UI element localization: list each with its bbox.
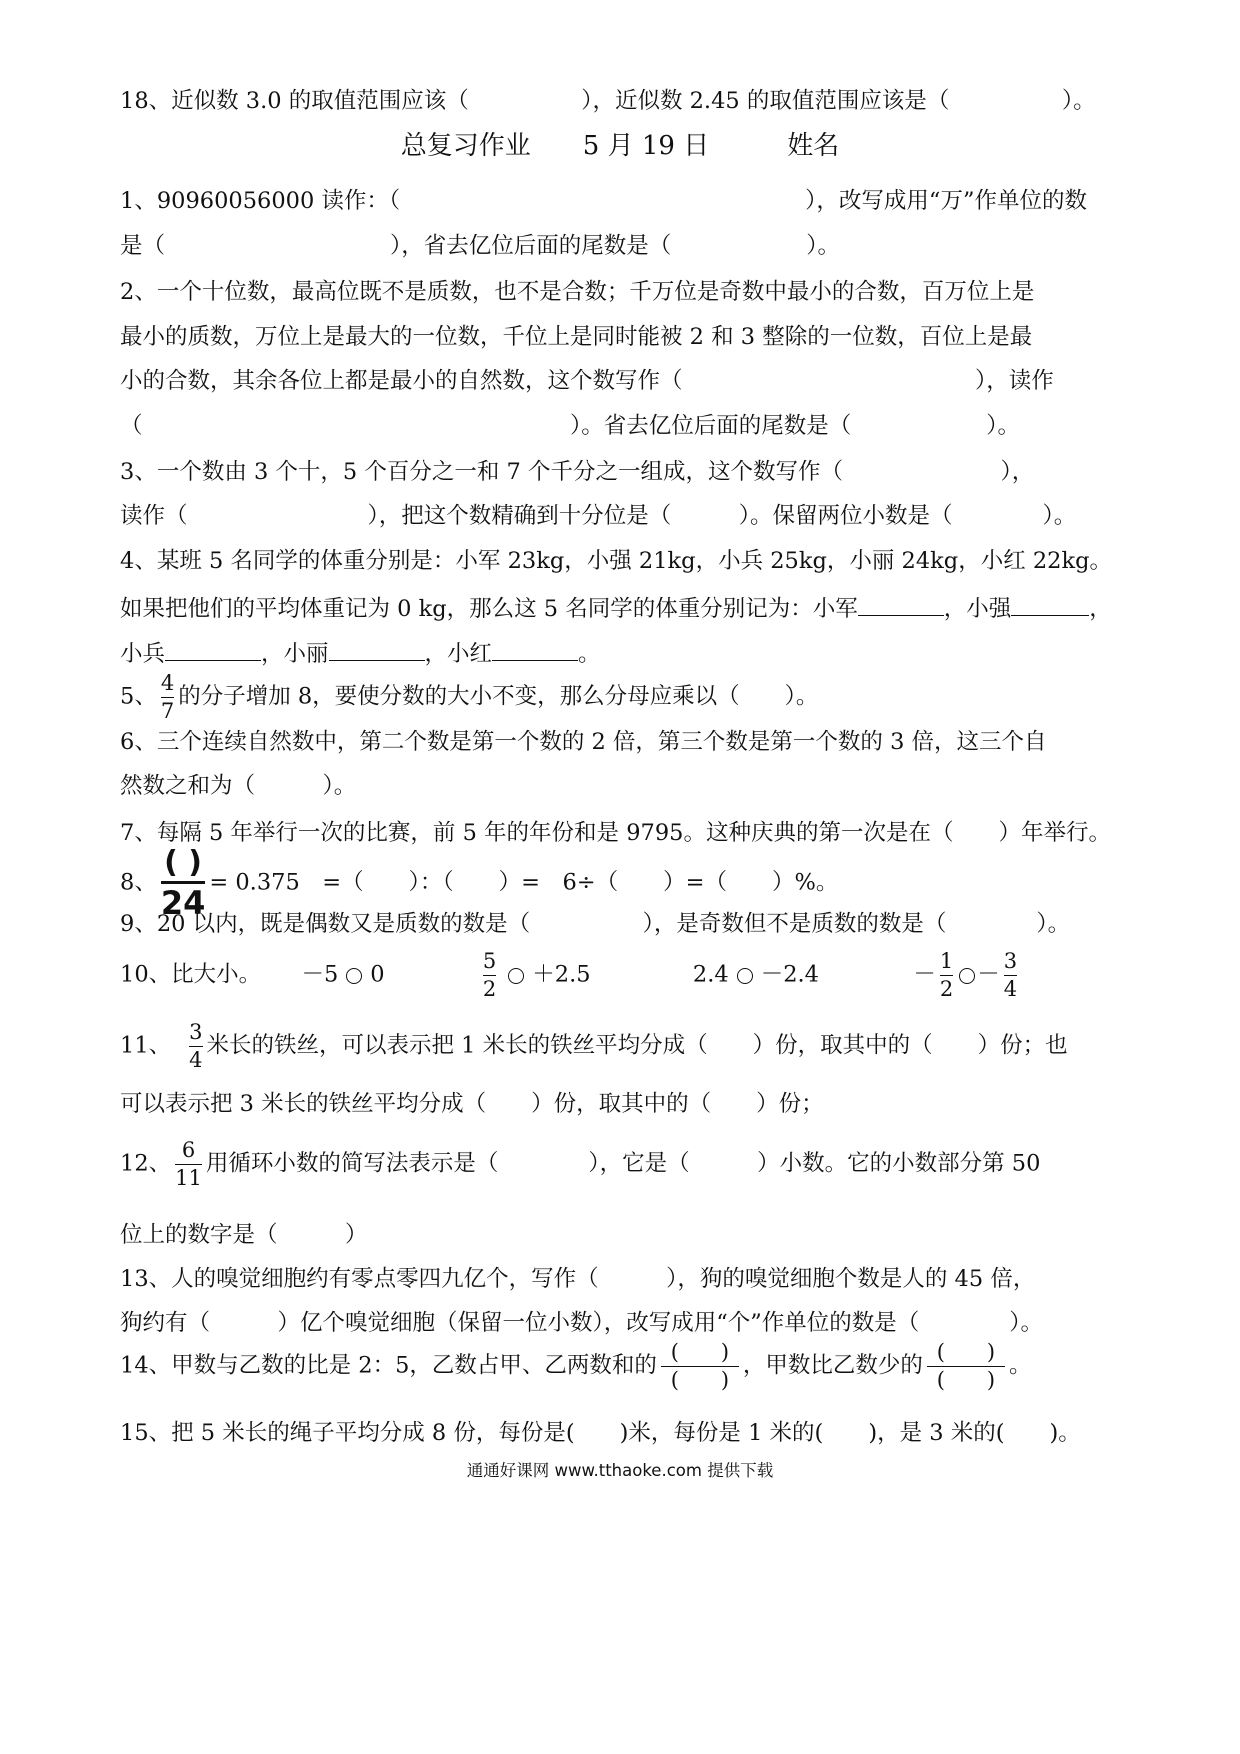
question-4-line-1: 4、某班 5 名同学的体重分别是：小军 23kg，小强 21kg，小兵 25kg，小丽 24kg，小红 22kg。 — [120, 548, 1113, 574]
numerator: 3 — [1003, 949, 1018, 973]
denominator: 2 — [939, 977, 954, 1002]
label-xiaohong: ，小红 — [424, 641, 493, 667]
question-5-number: 5、 — [120, 683, 157, 710]
question-8-text: = 0.375 =（ ）：（ ）= 6÷（ ）=（ ）%。 — [209, 869, 839, 896]
fraction-4-7 — [161, 672, 174, 723]
compare-3-right: －2.4 — [760, 961, 819, 988]
question-8-number: 8、 — [120, 869, 157, 896]
fraction-blank-2[interactable] — [927, 1341, 1005, 1392]
question-6-line-2: 然数之和为（ ）。 — [120, 773, 357, 799]
answer-blank-xiaoqiang[interactable] — [1011, 595, 1089, 616]
numerator-blank[interactable]: ( ) — [164, 845, 203, 880]
compare-2-right: ＋2.5 — [532, 961, 591, 988]
question-2-line-2: 最小的质数，万位上是最大的一位数，千位上是同时能被 2 和 3 整除的一位数，百位上是最 — [120, 324, 1033, 350]
numerator: 5 — [482, 949, 497, 973]
question-11-line-2: 可以表示把 3 米长的铁丝平均分成（ ）份，取其中的（ ）份； — [120, 1091, 824, 1117]
numerator: 4 — [160, 671, 175, 695]
question-13-line-1: 13、人的嗅觉细胞约有零点零四九亿个，写作（ ），狗的嗅觉细胞个数是人的 45 倍， — [120, 1266, 1036, 1292]
question-14-text-2: ，甲数比乙数少的 — [742, 1352, 923, 1379]
question-9: 9、20 以内，既是偶数又是质数的数是（ ），是奇数但不是质数的数是（ ）。 — [120, 911, 1071, 937]
numerator: 1 — [939, 949, 954, 973]
compare-circle-1[interactable] — [346, 968, 362, 984]
compare-4-sign-2: － — [977, 961, 1000, 988]
denominator: 4 — [189, 1048, 203, 1073]
label-xiaobing: 小兵 — [120, 641, 166, 667]
question-12-line-2: 位上的数字是（ ） — [120, 1222, 368, 1248]
fraction-5-2 — [483, 950, 496, 1001]
question-14-period: 。 — [1008, 1352, 1032, 1379]
label-xiaoli: ，小丽 — [261, 641, 329, 667]
question-5 — [120, 672, 818, 723]
question-13-line-2: 狗约有（ ）亿个嗅觉细胞（保留一位小数），改写成用“个”作单位的数是（ ）。 — [120, 1310, 1044, 1336]
fraction-blank-1[interactable] — [661, 1341, 739, 1392]
question-1-line-1: 1、90960056000 读作：（ ），改写成用“万”作单位的数 — [120, 188, 1087, 214]
question-2-line-4: （ ）。省去亿位后面的尾数是（ ）。 — [120, 413, 1021, 439]
question-5-text: 的分子增加 8，要使分数的大小不变，那么分母应乘以（ ）。 — [178, 683, 819, 710]
question-12-number: 12、 — [120, 1150, 172, 1177]
fraction-3-4 — [189, 1021, 202, 1072]
answer-blank-xiaohong[interactable] — [492, 640, 578, 661]
compare-1-right: 0 — [370, 961, 385, 988]
question-11-text: 米长的铁丝，可以表示把 1 米长的铁丝平均分成（ ）份，取其中的（ ）份；也 — [206, 1032, 1068, 1059]
numerator: 6 — [181, 1138, 196, 1162]
question-6-line-1: 6、三个连续自然数中，第二个数是第一个数的 2 倍，第三个数是第一个数的 3 倍，这三个自 — [120, 729, 1047, 755]
answer-blank-xiaobing[interactable] — [165, 640, 261, 661]
denominator-blank[interactable]: ( ) — [936, 1368, 996, 1393]
compare-4-sign: － — [913, 961, 936, 988]
numerator: 3 — [189, 1020, 203, 1044]
question-8 — [120, 846, 838, 921]
compare-circle-4[interactable] — [959, 968, 975, 984]
compare-circle-3[interactable] — [737, 968, 753, 984]
fraction-3-4 — [1004, 950, 1017, 1001]
question-12-text: 用循环小数的简写法表示是（ ），它是（ ）小数。它的小数部分第 50 — [205, 1150, 1041, 1177]
denominator: 24 — [160, 884, 206, 922]
question-4-text: 如果把他们的平均体重记为 0 kg，那么这 5 名同学的体重分别记为：小军 — [120, 596, 858, 622]
question-11-number: 11、 — [120, 1032, 172, 1059]
question-2-line-3: 小的合数，其余各位上都是最小的自然数，这个数写作（ ），读作 — [120, 368, 1054, 394]
question-11-line-1 — [120, 1021, 1068, 1072]
question-4-end: ， — [1089, 596, 1112, 622]
question-4-period: 。 — [578, 641, 601, 667]
question-15: 15、把 5 米长的绳子平均分成 8 份，每份是( )米，每份是 1 米的( )，是 3 米的( )。 — [120, 1420, 1081, 1446]
denominator: 4 — [1003, 977, 1018, 1002]
question-14 — [120, 1341, 1031, 1392]
question-3-line-2: 读作（ ），把这个数精确到十分位是（ ）。保留两位小数是（ ）。 — [120, 503, 1077, 529]
fraction-6-11 — [175, 1139, 202, 1190]
fraction-1-2 — [940, 950, 953, 1001]
question-2-line-1: 2、一个十位数，最高位既不是质数，也不是合数；千万位是奇数中最小的合数，百万位上是 — [120, 279, 1035, 305]
denominator-blank[interactable]: ( ) — [670, 1368, 730, 1393]
compare-3-left: 2.4 — [692, 961, 729, 988]
footer-credit: 通通好课网 www.tthaoke.com 提供下载 — [466, 1461, 774, 1480]
question-10-label: 10、比大小。 — [120, 961, 262, 988]
numerator-blank[interactable]: ( ) — [936, 1340, 996, 1364]
question-4-line-2 — [120, 595, 1112, 621]
question-7: 7、每隔 5 年举行一次的比赛，前 5 年的年份和是 9795。这种庆典的第一次是在（ ）年举行。 — [120, 820, 1111, 846]
answer-blank-xiaojun[interactable] — [858, 595, 944, 616]
compare-circle-2[interactable] — [508, 968, 524, 984]
question-12-line-1 — [120, 1139, 1040, 1190]
question-18: 18、近似数 3.0 的取值范围应该（ ），近似数 2.45 的取值范围应该是（ ）。 — [120, 88, 1096, 114]
question-10 — [120, 950, 1021, 1001]
compare-1-left: －5 — [301, 961, 339, 988]
question-4-sep: ，小强 — [943, 596, 1012, 622]
question-14-text: 14、甲数与乙数的比是 2：5，乙数占甲、乙两数和的 — [120, 1352, 657, 1379]
numerator-blank[interactable]: ( ) — [670, 1340, 730, 1364]
question-4-line-3 — [120, 640, 601, 666]
answer-blank-xiaoli[interactable] — [329, 640, 425, 661]
denominator: 11 — [175, 1166, 202, 1191]
denominator: 2 — [482, 977, 497, 1002]
question-1-line-2: 是（ ），省去亿位后面的尾数是（ ）。 — [120, 233, 841, 259]
denominator: 7 — [160, 699, 175, 724]
fraction-blank-24 — [161, 846, 206, 921]
worksheet-title: 总复习作业 5 月 19 日 姓名 — [400, 131, 840, 161]
question-3-line-1: 3、一个数由 3 个十，5 个百分之一和 7 个千分之一组成，这个数写作（ ）， — [120, 459, 1035, 485]
